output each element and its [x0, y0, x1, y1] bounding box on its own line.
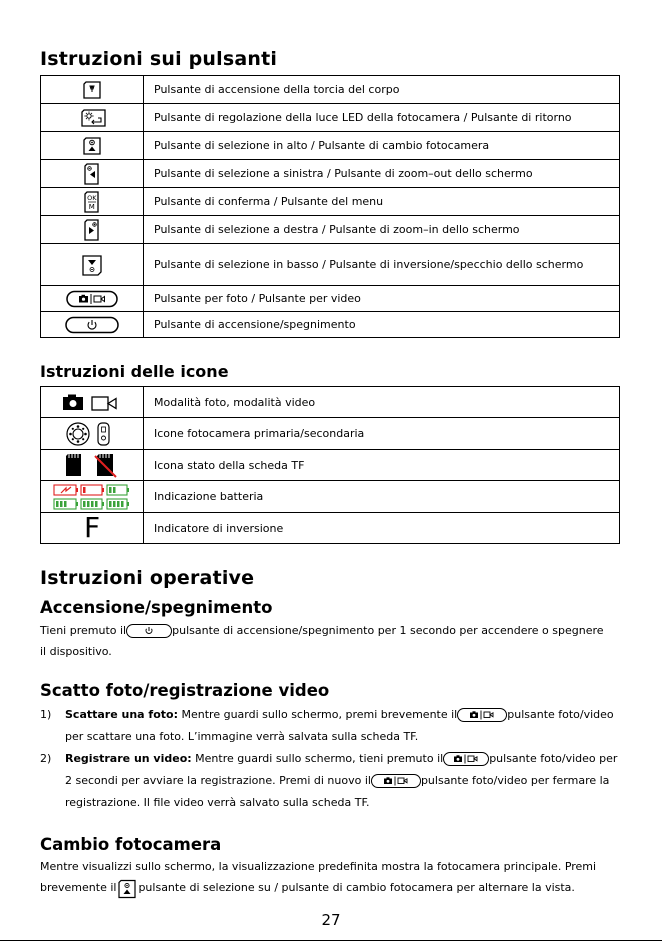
camera-switch-text-before: brevemente il: [40, 881, 117, 894]
table-row: [41, 244, 620, 286]
subsection-title-camera-switch: Cambio fotocamera: [40, 835, 222, 854]
footer-rule: [0, 940, 662, 941]
video-text-before: Mentre guardi sullo schermo, tieni premuto il: [195, 752, 444, 765]
ok-menu-button-icon: [41, 188, 144, 216]
section-title-buttons: Istruzioni sui pulsanti: [40, 48, 278, 70]
up-camera-switch-button-icon: [41, 132, 144, 160]
photo-video-mode-icon: [41, 387, 144, 418]
flashlight-button-icon: [41, 76, 144, 104]
table-row: [41, 160, 620, 188]
camera-switch-paragraph: [40, 856, 624, 899]
list-number: 2): [40, 752, 52, 765]
photo-video-button-icon: [371, 774, 421, 788]
left-zoom-out-button-icon: [41, 160, 144, 188]
video-text-line3: registrazione. Il file video verrà salvato sulla scheda TF.: [65, 796, 370, 809]
table-cell-text: Pulsante di selezione a destra / Pulsante di zoom–in dello schermo: [144, 216, 620, 244]
table-row: [41, 450, 620, 481]
camera-switch-line1: Mentre visualizzi sullo schermo, la visualizzazione predefinita mostra la fotocamera principale. Premi: [40, 860, 597, 873]
table-cell-text: Pulsante di selezione in alto / Pulsante di cambio fotocamera: [144, 132, 620, 160]
table-row: [41, 104, 620, 132]
table-cell-text: Icone fotocamera primaria/secondaria: [144, 418, 620, 450]
table-cell-text: Modalità foto, modalità video: [144, 387, 620, 418]
table-cell-text: Pulsante di accensione della torcia del corpo: [144, 76, 620, 104]
table-row: [41, 76, 620, 104]
photo-video-button-icon: [457, 708, 507, 722]
battery-indicator-icon: [41, 481, 144, 513]
table-row: [41, 286, 620, 312]
video-text-after: pulsante foto/video per: [489, 752, 618, 765]
m-label: M: [88, 202, 95, 211]
power-text-line2: il dispositivo.: [40, 645, 112, 658]
power-button-icon: [41, 312, 144, 338]
tf-card-status-icon: [41, 450, 144, 481]
list-number: 1): [40, 708, 52, 721]
table-row: [41, 418, 620, 450]
photo-video-button-icon: [443, 752, 489, 766]
video-text-line2-before: 2 secondi per avviare la registrazione. Premi di nuovo il: [65, 774, 371, 787]
led-return-button-icon: [41, 104, 144, 132]
table-row: [41, 132, 620, 160]
table-cell-text: Pulsante di conferma / Pulsante del menu: [144, 188, 620, 216]
list-item-label: Scattare una foto:: [65, 708, 178, 721]
down-mirror-button-icon: [41, 244, 144, 286]
table-cell-text: Indicazione batteria: [144, 481, 620, 513]
camera-primary-secondary-icon: [41, 418, 144, 450]
table-cell-text: Pulsante di regolazione della luce LED della fotocamera / Pulsante di ritorno: [144, 104, 620, 132]
table-cell-text: Indicatore di inversione: [144, 513, 620, 544]
list-item-video: [40, 748, 624, 814]
video-text-line2-after: pulsante foto/video per fermare la: [420, 774, 610, 787]
photo-text-line2: per scattare una foto. L’immagine verrà salvata sulla scheda TF.: [65, 730, 419, 743]
subsection-title-photo-video: Scatto foto/registrazione video: [40, 681, 330, 700]
subsection-title-power: Accensione/spegnimento: [40, 598, 273, 617]
power-text-after: pulsante di accensione/spegnimento per 1 secondo per accendere o spegnere: [172, 624, 604, 637]
power-text-before: Tieni premuto il: [40, 624, 127, 637]
table-cell-text: Pulsante di accensione/spegnimento: [144, 312, 620, 338]
icons-table: [40, 386, 620, 544]
table-row: [41, 312, 620, 338]
inversion-indicator-icon: [41, 513, 144, 544]
buttons-table: [40, 75, 620, 338]
table-cell-text: Pulsante di selezione a sinistra / Pulsante di zoom–out dello schermo: [144, 160, 620, 188]
ok-label: OK: [87, 193, 97, 202]
photo-video-button-icon: [41, 286, 144, 312]
power-button-icon: [126, 624, 172, 638]
up-camera-switch-button-icon: [116, 878, 138, 899]
section-title-operations: Istruzioni operative: [40, 567, 255, 589]
list-item-label: Registrare un video:: [65, 752, 192, 765]
table-cell-text: Icona stato della scheda TF: [144, 450, 620, 481]
camera-switch-text-after: pulsante di selezione su / pulsante di cambio fotocamera per alternare la vista.: [138, 881, 575, 894]
inversion-glyph: F: [83, 511, 101, 544]
section-title-icons: Istruzioni delle icone: [40, 362, 229, 381]
table-row: [41, 481, 620, 513]
table-row: [41, 513, 620, 544]
right-zoom-in-button-icon: [41, 216, 144, 244]
table-row: [41, 216, 620, 244]
power-paragraph: [40, 620, 624, 662]
list-item-photo: [40, 704, 624, 748]
photo-text-before: Mentre guardi sullo schermo, premi brevemente il: [181, 708, 458, 721]
photo-text-after: pulsante foto/video: [507, 708, 614, 721]
table-cell-text: Pulsante di selezione in basso / Pulsante di inversione/specchio dello schermo: [144, 244, 620, 286]
page-number: 27: [321, 911, 341, 929]
table-row: [41, 387, 620, 418]
table-row: [41, 188, 620, 216]
table-cell-text: Pulsante per foto / Pulsante per video: [144, 286, 620, 312]
